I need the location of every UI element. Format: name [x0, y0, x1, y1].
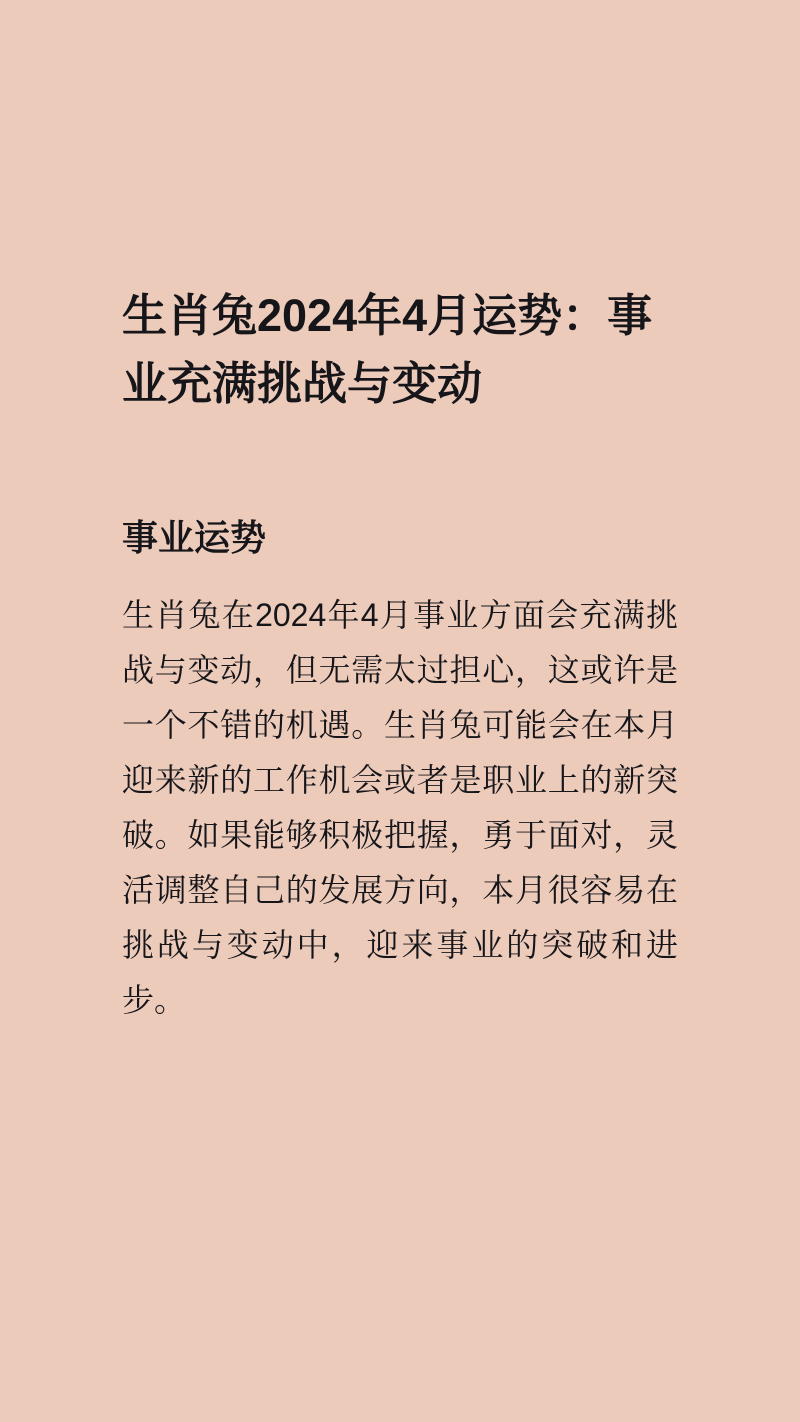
section-heading: 事业运势	[122, 516, 267, 558]
article-content	[122, 282, 678, 1028]
section-career	[122, 515, 678, 1028]
section-paragraph: 生肖兔在2024年4月事业方面会充满挑战与变动，但无需太过担心，这或许是一个不错的机遇。生肖兔可能会在本月迎来新的工作机会或者是职业上的新突破。如果能够积极把握，勇于面对，灵活调整自己的发展方向，本月很容易在挑战与变动中，迎来事业的突破和进步。	[122, 596, 678, 1018]
page-title: 生肖兔2024年4月运势：事业充满挑战与变动	[122, 290, 653, 410]
